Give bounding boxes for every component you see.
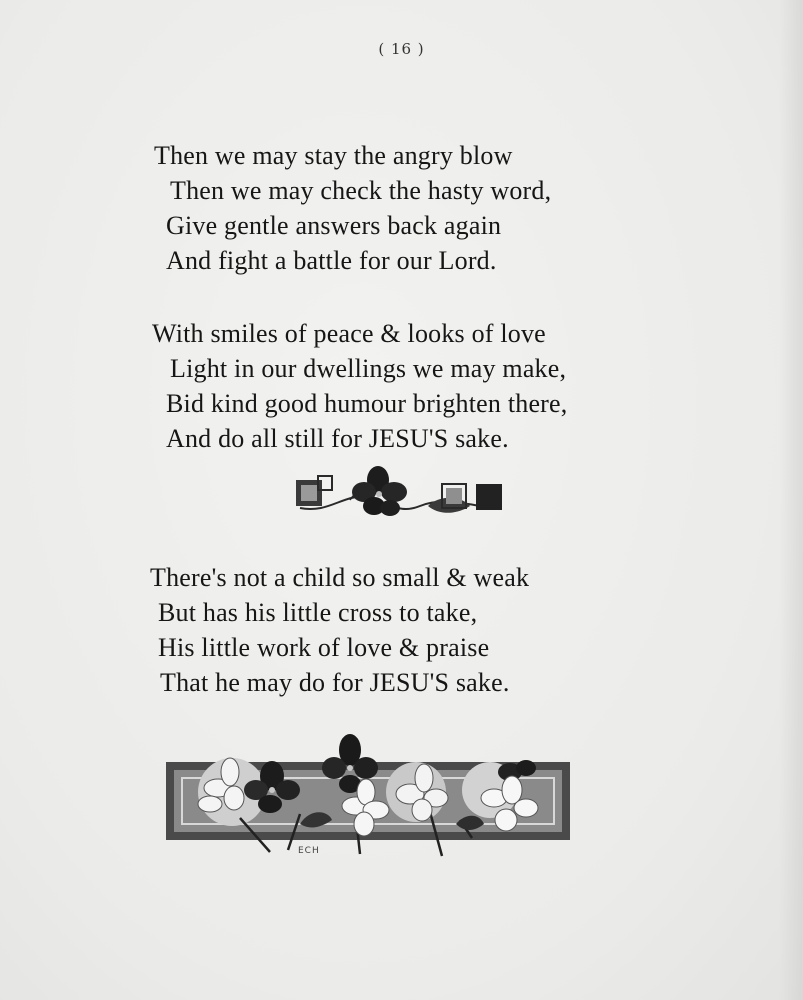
page-number: ( 16 ) [378,40,425,58]
stanza-1 [148,138,668,278]
verse-line: That he may do for JESU'S sake. [160,668,510,697]
verse-line: Then we may check the hasty word, [170,176,552,205]
ornament-square-right [476,484,502,510]
artist-monogram: ECH [298,846,320,856]
page-edge-shadow [779,0,803,1000]
ornament-square-right-inner [446,488,462,504]
verse-line: But has his little cross to take, [158,598,478,627]
stanza-3 [148,560,668,700]
stanza-2 [148,316,668,456]
violets-and-primroses-border [160,728,580,860]
verse-line: With smiles of peace & looks of love [152,319,546,348]
verse-line: Give gentle answers back again [166,211,502,240]
verse-line: His little work of love & praise [158,633,490,662]
verse-line: And fight a battle for our Lord. [166,246,497,275]
verse-line: Light in our dwellings we may make, [170,354,567,383]
verse-line: And do all still for JESU'S sake. [166,424,509,453]
verse-line: Then we may stay the angry blow [154,141,513,170]
ornament-square-left-inner [301,485,317,501]
violet-icon [352,466,407,516]
verse-line: Bid kind good humour brighten there, [166,389,568,418]
violet-flower-ornament [290,462,514,532]
verse-line: There's not a child so small & weak [150,563,530,592]
